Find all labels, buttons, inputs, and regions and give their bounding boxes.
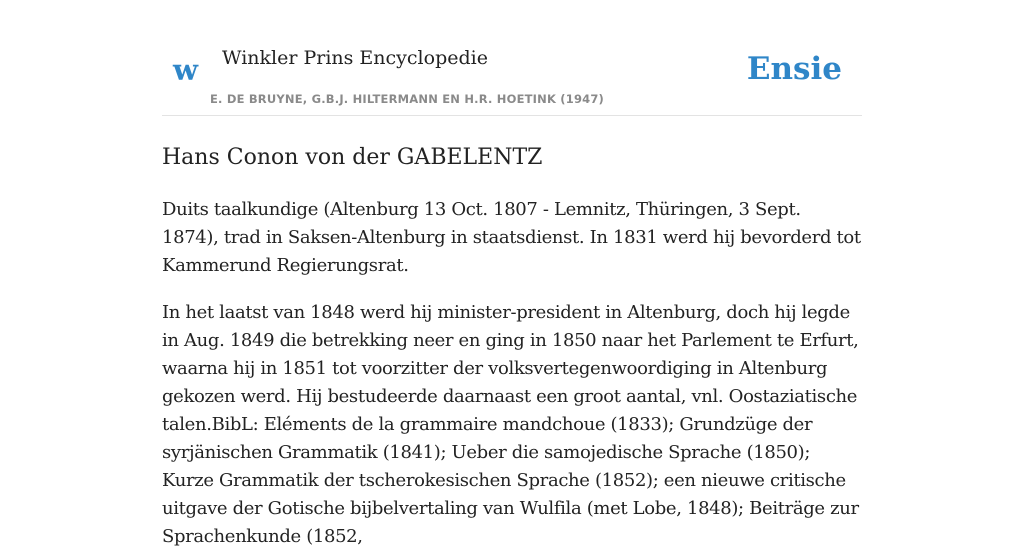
header	[162, 0, 862, 116]
ensie-brand-logo[interactable]: Ensie	[746, 51, 842, 87]
article-paragraph: Duits taalkundige (Altenburg 13 Oct. 1807 - Lemnitz, Thüringen, 3 Sept. 1874), trad in Saksen-Altenburg in staatsdienst. In 1831 werd hij bevorderd tot Kammerund Regierungsrat.	[162, 199, 861, 276]
encyclopedia-title[interactable]: Winkler Prins Encyclopedie	[222, 47, 488, 69]
encyclopedia-logo-icon[interactable]: w	[173, 53, 198, 87]
encyclopedia-authors: E. DE BRUYNE, G.B.J. HILTERMANN EN H.R. HOETINK (1947)	[210, 92, 605, 106]
article-paragraph: In het laatst van 1848 werd hij minister-president in Altenburg, doch hij legde in Aug. 1849 die betrekking neer en ging in 1850 naar het Parlement te Erfurt, waarna hij in 1851 tot voorzitter der volksvertegenwoordiging in Altenburg gekozen werd. Hij bestudeerde daarnaast een groot aantal, vnl. Oostaziatische talen.BibL: Eléments de la grammaire mandchoue (1833); Grundzüge der syrjänischen Grammatik (1841); Ueber die samojedische Sprache (1850); Kurze Grammatik der tscherokesischen Sprache (1852); een nieuwe critische uitgave der Gotische bijbelvertaling van Wulfila (met Lobe, 1848); Beiträge zur Sprachenkunde (1852,	[162, 302, 859, 547]
article-page	[162, 0, 862, 547]
article-title: Hans Conon von der GABELENTZ	[162, 145, 543, 170]
